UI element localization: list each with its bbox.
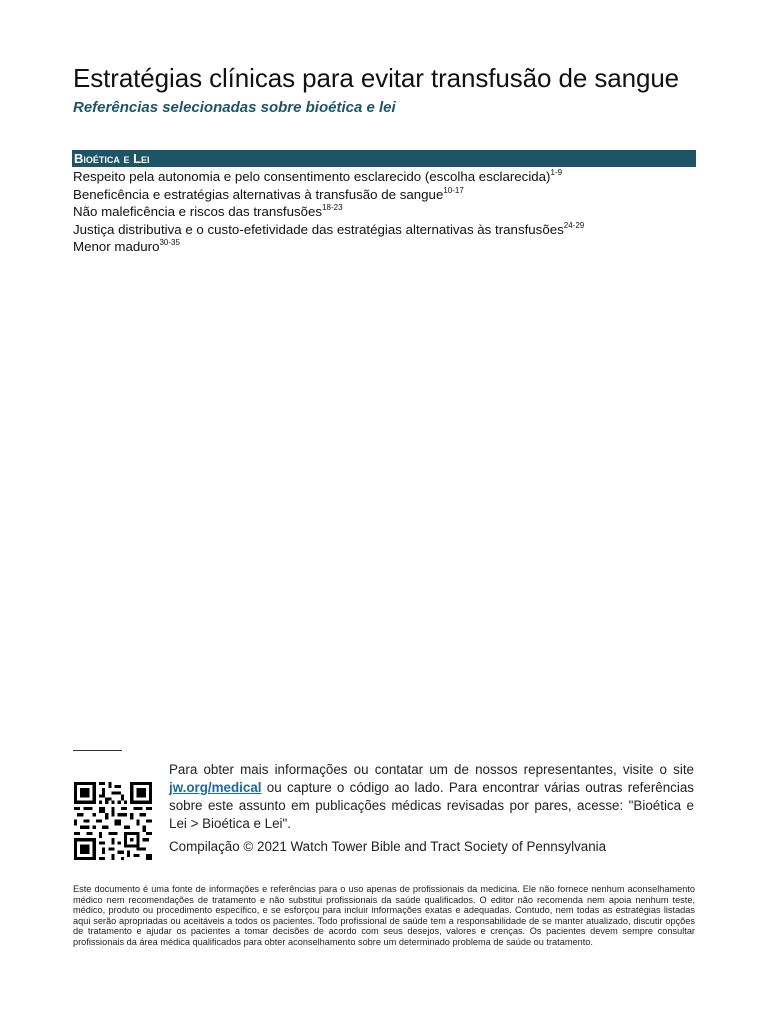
reference-topic-text: Não maleficência e riscos das transfusões <box>73 204 323 220</box>
reference-topic-text: Respeito pela autonomia e pelo consentimento esclarecido (escolha esclarecida) <box>73 169 551 184</box>
medical-site-link[interactable]: jw.org/medical <box>169 780 262 795</box>
reference-topic <box>73 238 584 256</box>
page-title: Estratégias clínicas para evitar transfusão de sangue <box>73 63 680 93</box>
reference-range: 30-35 <box>159 238 180 248</box>
reference-topic <box>73 203 584 221</box>
more-info-text-continued: ou capture o código ao lado. Para encontrar várias outras referências sobre este assunto em publicações médicas revisadas por pares, acesse: "Bioética e Lei > Bioética e Lei". <box>169 780 694 831</box>
reference-topic-text: Menor maduro <box>73 239 160 255</box>
section-heading-bar: Bioética e Lei <box>72 150 696 167</box>
page-subtitle: Referências selecionadas sobre bioética e lei <box>73 99 396 116</box>
copyright-notice: Compilação © 2021 Watch Tower Bible and Tract Society of Pennsylvania <box>169 839 607 854</box>
disclaimer-text: Este documento é uma fonte de informações e referências para o uso apenas de profissionais da medicina. Ele não fornece nenhum aconselhamento médico nem recomendações de tratamento e não substitui profissionais da saúde qualificados. O editor não recomenda nem apoia nenhum teste, médico, produto ou procedimento específico, e se esforçou para incluir informações exatas e adequadas. Contudo, nem todas as estratégias listadas aqui serão apropriadas ou aceitáveis a todos os pacientes. Todo profissional de saúde tem a responsabilidade de se manter atualizado, discutir opções de tratamento e ajudar os pacientes a tomar decisões de acordo com seus desejos, valores e crenças. Os pacientes devem sempre consultar profissionais da área médica qualificados para obter aconselhamento sobre um determinado problema de saúde ou tratamento. <box>73 884 695 947</box>
reference-topic-list <box>73 168 584 256</box>
reference-topic <box>73 168 584 186</box>
reference-range: 10-17 <box>443 185 464 195</box>
reference-topic <box>73 186 584 204</box>
more-info-text: Para obter mais informações ou contatar um de nossos representantes, visite o site <box>169 762 694 777</box>
qr-code-icon[interactable] <box>73 782 153 860</box>
reference-range: 24-29 <box>563 220 585 230</box>
more-info-paragraph <box>169 761 694 833</box>
reference-range: 1-9 <box>550 168 563 177</box>
reference-range: 18-23 <box>322 203 343 213</box>
reference-topic-text: Justiça distributiva e o custo-efetividade das estratégias alternativas às transfusões <box>73 221 564 237</box>
reference-topic-text: Beneficência e estratégias alternativas à transfusão de sangue <box>73 186 444 202</box>
footnote-divider <box>73 750 122 751</box>
reference-topic <box>73 221 584 239</box>
